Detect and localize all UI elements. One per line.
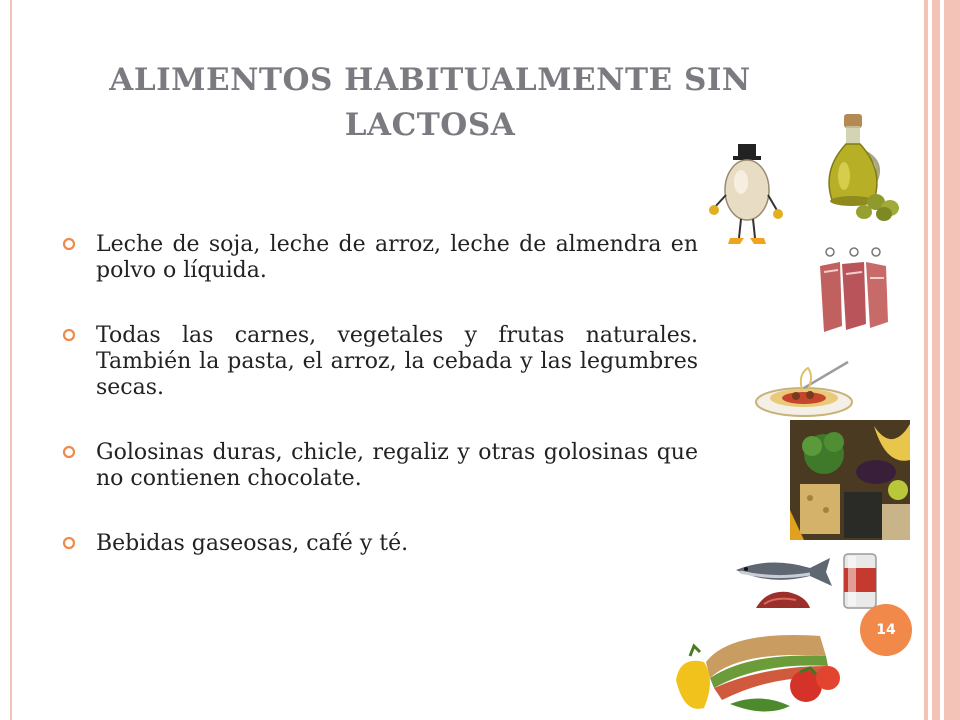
bullet-text: Golosinas duras, chicle, regaliz y otras golosinas que no contienen chocolate. (96, 440, 698, 491)
bullet-text: Todas las carnes, vegetales y frutas naturales. También la pasta, el arroz, la cebada y las legumbres secas. (96, 323, 698, 400)
slide-title: ALIMENTOS HABITUALMENTE SIN LACTOSA (109, 62, 751, 143)
sandwich-vegetables-illustration (670, 622, 846, 720)
ring-bullet-icon (62, 328, 76, 342)
bullet-list (60, 232, 698, 596)
vegetables-photo (790, 420, 910, 540)
bullet-item (60, 440, 698, 492)
frame-left-border (10, 0, 12, 720)
egg-character-illustration (708, 140, 786, 250)
tuna-fish-illustration (730, 552, 834, 616)
ring-bullet-icon (62, 536, 76, 550)
bullet-item (60, 232, 698, 284)
spaghetti-plate-illustration (752, 356, 856, 420)
page-number-badge: 14 (860, 604, 912, 656)
olive-oil-bottle-illustration (806, 110, 906, 222)
hanging-meat-illustration (812, 244, 892, 340)
ring-bullet-icon (62, 445, 76, 459)
frame-right-stripes (920, 0, 960, 720)
can-illustration (840, 550, 880, 612)
bullet-item (60, 531, 698, 557)
ring-bullet-icon (62, 237, 76, 251)
bullet-text: Leche de soja, leche de arroz, leche de almendra en polvo o líquida. (96, 232, 698, 283)
bullet-item (60, 323, 698, 401)
bullet-text: Bebidas gaseosas, café y té. (96, 531, 409, 556)
